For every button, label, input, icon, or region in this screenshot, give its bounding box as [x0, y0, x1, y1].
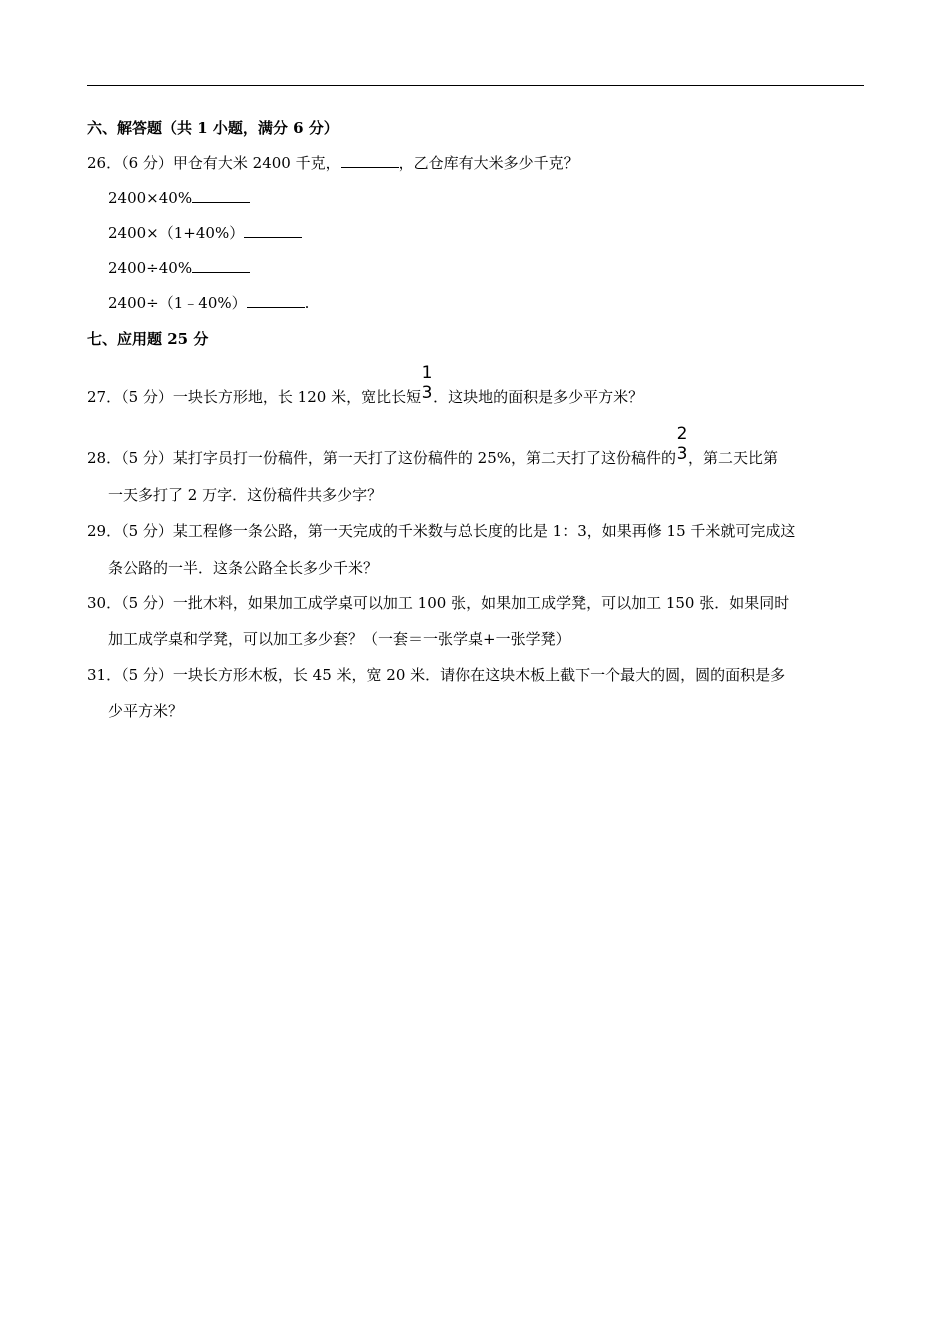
option-4-blank — [247, 293, 305, 308]
question-26-option-4 — [108, 293, 309, 313]
question-27-before: 27．（5 分）一块长方形地，长 120 米，宽比长短 — [87, 388, 422, 406]
question-26-option-1 — [108, 188, 250, 208]
fraction-numerator: 1 — [421, 363, 433, 383]
fraction-one-third — [421, 363, 433, 404]
question-28-line-2: 一天多打了 2 万字．这份稿件共多少字？ — [108, 486, 383, 504]
header-rule — [87, 85, 864, 86]
question-31-line-1: 31．（5 分）一块长方形木板，长 45 米，宽 20 米．请你在这块木板上截下一个最大的圆，圆的面积是多 — [87, 666, 786, 684]
option-2-text: 2400×（1+40%） — [108, 224, 245, 242]
question-26 — [87, 153, 579, 173]
option-3-blank — [192, 258, 250, 273]
option-2-blank — [244, 223, 302, 238]
question-30-line-1: 30．（5 分）一批木料，如果加工成学桌可以加工 100 张，如果加工成学凳，可以加工 150 张．如果同时 — [87, 594, 790, 612]
question-27-after: ．这块地的面积是多少平方米？ — [433, 388, 644, 406]
option-4-text: 2400÷（1﹣40%） — [108, 294, 247, 312]
option-4-end: . — [304, 294, 310, 312]
question-29-line-1: 29．（5 分）某工程修一条公路，第一天完成的千米数与总长度的比是 1：3，如果再修 15 千米就可完成这 — [87, 522, 796, 540]
question-30-line-2: 加工成学桌和学凳，可以加工多少套？（一套＝一张学桌+一张学凳） — [108, 630, 571, 648]
question-26-option-2 — [108, 223, 302, 243]
question-31-line-2: 少平方米？ — [108, 702, 184, 720]
option-1-text: 2400×40% — [108, 189, 193, 207]
question-26-prefix: 26．（6 分）甲仓有大米 2400 千克， — [87, 154, 341, 172]
question-26-suffix: ，乙仓库有大米多少千克？ — [398, 154, 579, 172]
question-28-before: 28．（5 分）某打字员打一份稿件，第一天打了这份稿件的 25%，第二天打了这份稿件的 — [87, 449, 677, 467]
question-28-line-1 — [87, 424, 779, 468]
question-26-option-3 — [108, 258, 250, 278]
question-29-line-2: 条公路的一半．这条公路全长多少千米？ — [108, 559, 379, 577]
question-28-after: ，第二天比第 — [688, 449, 779, 467]
option-1-blank — [192, 188, 250, 203]
section-7-title: 七、应用题 25 分 — [87, 330, 209, 348]
question-26-blank — [341, 153, 399, 168]
fraction-denominator: 3 — [421, 383, 433, 403]
question-27 — [87, 363, 644, 407]
section-6-title: 六、解答题（共 1 小题，满分 6 分） — [87, 119, 339, 137]
fraction-two-thirds — [676, 424, 688, 465]
fraction-denominator: 3 — [676, 444, 688, 464]
fraction-numerator: 2 — [676, 424, 688, 444]
option-3-text: 2400÷40% — [108, 259, 193, 277]
